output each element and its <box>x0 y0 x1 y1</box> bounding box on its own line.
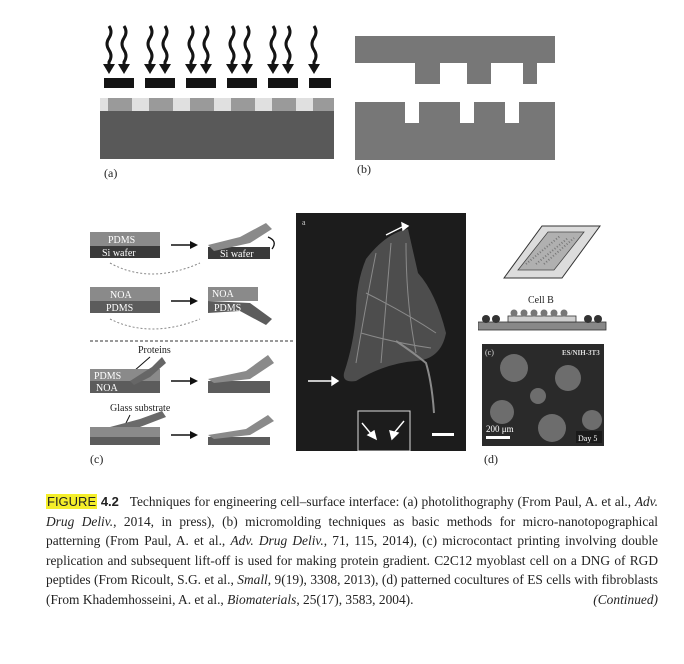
continued-note: (Continued) <box>593 591 658 607</box>
caption-text-2: , 2014, in press), (b) micromolding techniques as basic methods for micro-nanotopographical patterning (From Paul, A. et al., <box>46 513 658 549</box>
panel-c-micrograph <box>296 213 466 451</box>
caption-text-3: , 71, 115, 2014), (c) microcontact printing involving double replication and subsequent lift-off is used for making protein gradient. C2C12 myoblast cell on a DNG of RGD peptides (From Ricoult, S.G. et al., <box>46 533 658 588</box>
step-proteins <box>90 345 274 394</box>
journal-4: Biomaterials <box>227 591 297 607</box>
photoresist-layer <box>100 98 334 111</box>
glass-substrate-label: Glass substrate <box>110 403 171 414</box>
noa-label-2: NOA <box>212 289 234 300</box>
panel-d-label: (d) <box>484 452 498 466</box>
pdms-label-4: PDMS <box>94 371 122 382</box>
figure-label: FIGURE <box>47 494 97 509</box>
journal-3: Small <box>237 572 268 588</box>
panel-c-label: (c) <box>90 452 104 466</box>
scale-bar-d <box>486 436 510 439</box>
si-wafer-label: Si wafer <box>102 248 136 259</box>
micrograph-marker: a <box>302 218 306 227</box>
panel-a-label: (a) <box>104 166 118 180</box>
panel-b-micromolding <box>355 36 565 160</box>
panel-a-photolithography <box>100 20 340 160</box>
step-glass <box>90 403 274 445</box>
molded-substrate <box>355 102 555 160</box>
noa-label: NOA <box>110 290 132 301</box>
pdms-label: PDMS <box>108 235 136 246</box>
mold-top <box>355 36 555 84</box>
journal-2: Adv. Drug Deliv. <box>230 533 324 549</box>
day-label: Day 5 <box>578 434 598 443</box>
scale-label: 200 μm <box>486 424 514 434</box>
proteins-label: Proteins <box>138 345 171 356</box>
scale-bar <box>432 433 454 436</box>
fluorescence-micrograph <box>482 344 604 446</box>
caption-text-4: , 9(19), 3308, 2013), (d) patterned cocultures of ES cells with fibroblasts (From Khademhosseini, A. et al., <box>46 572 658 607</box>
stain-label: ES/NIH-3T3 <box>562 349 600 357</box>
pdms-label-3: PDMS <box>214 303 242 314</box>
panel-d-coculture <box>478 224 608 454</box>
step-noa-pdms <box>90 287 272 329</box>
patterned-substrate <box>504 226 600 278</box>
caption-text-1: Techniques for engineering cell–surface interface: (a) photolithography (From Paul, A. et al., <box>129 494 635 509</box>
inset-label: (c) <box>485 348 494 357</box>
substrate <box>100 111 334 159</box>
figure-caption <box>46 492 658 610</box>
pdms-label-2: PDMS <box>106 303 134 314</box>
noa-label-3: NOA <box>96 383 118 394</box>
panel-b-label: (b) <box>357 162 371 176</box>
journal-1: Adv. Drug Deliv. <box>46 494 658 529</box>
coculture-cross-section <box>478 310 606 331</box>
caption-text-5: , 25(17), 3583, 2004). <box>296 591 414 607</box>
photomask <box>104 78 331 88</box>
panel-c-schematic <box>90 215 295 450</box>
step-pdms-si <box>90 223 274 274</box>
figure-number: 4.2 <box>100 494 119 509</box>
uv-light-arrows <box>103 26 320 74</box>
cell-b-label: Cell B <box>528 295 554 306</box>
si-wafer-label-2: Si wafer <box>220 249 254 260</box>
